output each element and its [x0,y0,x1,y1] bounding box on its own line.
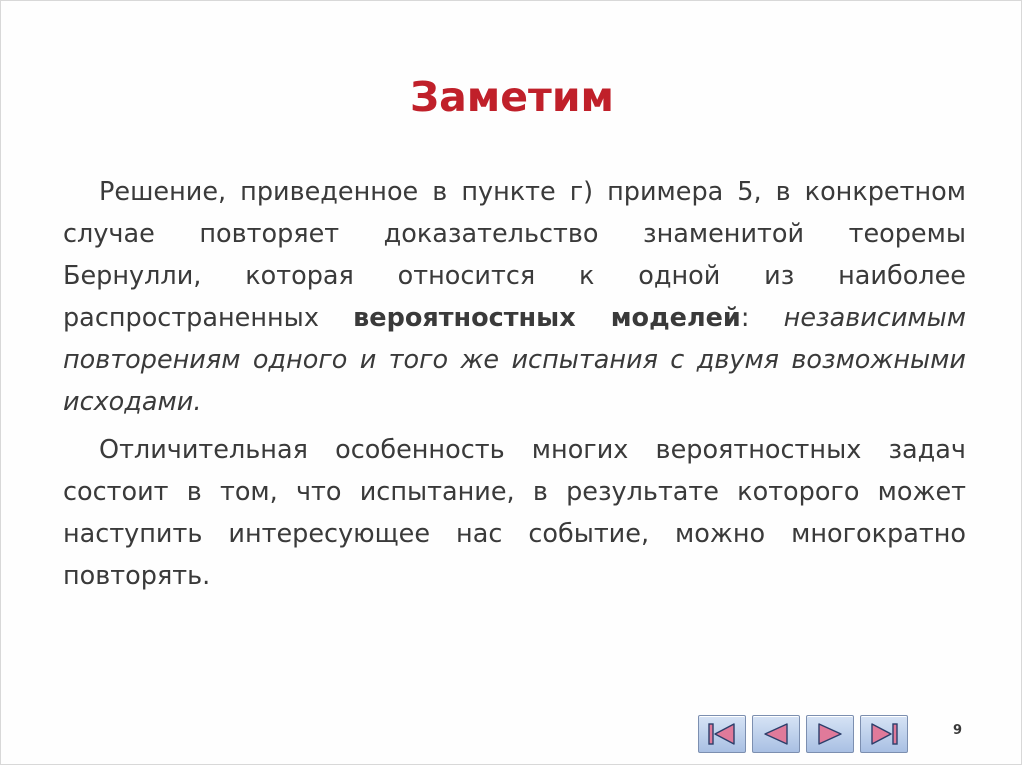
previous-slide-button[interactable] [752,715,800,753]
slide-title: Заметим [409,73,615,121]
slide-navigation [698,715,908,753]
last-slide-button[interactable] [860,715,908,753]
paragraph-1-colon: : [740,303,784,333]
first-slide-button[interactable] [698,715,746,753]
paragraph-1-bold: вероятностных моделей [353,303,741,333]
paragraph-1 [63,171,966,423]
next-slide-icon [813,721,847,747]
next-slide-button[interactable] [806,715,854,753]
paragraph-1-italic: независимым повторениям одного и того же испытания с двумя возможными исходами. [63,303,967,417]
last-slide-icon [867,721,901,747]
paragraph-1-text: Решение, приведенное в пункте г) примера 5, в конкретном случае повторяет доказательство знаменитой теоремы Бернулли, которая относится к одной из наиболее распространенных [63,177,966,333]
first-slide-icon [705,721,739,747]
previous-slide-icon [759,721,793,747]
paragraph-2: Отличительная особенность многих вероятностных задач состоит в том, что испытание, в результате которого может наступить интересующее нас событие, можно многократно повторять. [63,435,966,591]
page-number: 9 [953,723,963,738]
slide-body [63,171,966,603]
